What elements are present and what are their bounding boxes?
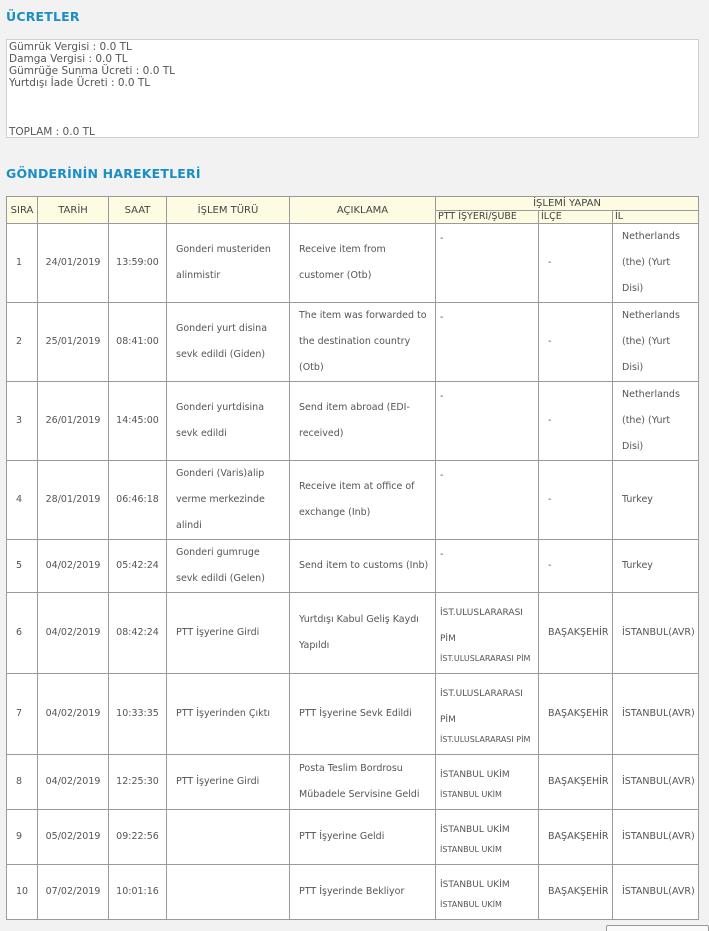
table-row	[7, 224, 699, 303]
table-row	[7, 540, 699, 593]
fee-stamp-tax: Damga Vergisi : 0.0 TL	[9, 53, 128, 65]
cell-sira: 4	[7, 461, 38, 540]
facility-subname: İSTANBUL UKİM	[440, 845, 502, 854]
facility-subname: İST.ULUSLARARASI PİM	[440, 654, 531, 663]
cell-ilce: -	[539, 303, 613, 382]
cell-tarih: 05/02/2019	[38, 810, 109, 865]
cell-tarih: 04/02/2019	[38, 540, 109, 593]
facility-name: -	[440, 549, 444, 560]
cell-tarih: 24/01/2019	[38, 224, 109, 303]
fee-customs-presentation: Gümrüğe Sunma Ücreti : 0.0 TL	[9, 65, 175, 77]
cell-saat: 06:46:18	[109, 461, 167, 540]
cell-ilce: -	[539, 224, 613, 303]
cell-saat: 05:42:24	[109, 540, 167, 593]
cell-aciklama: PTT İşyerinde Bekliyor	[290, 865, 436, 920]
fees-box	[6, 39, 699, 138]
cell-ptt-facility	[436, 303, 539, 382]
cell-islem-turu: Gonderi (Varis)alip verme merkezinde alindi	[167, 461, 290, 540]
cell-aciklama: Send item to customs (Inb)	[290, 540, 436, 593]
cell-ptt-facility	[436, 674, 539, 755]
table-row	[7, 461, 699, 540]
facility-subname: İSTANBUL UKİM	[440, 900, 502, 909]
bottom-button[interactable]	[606, 925, 709, 931]
cell-il: Turkey	[613, 461, 699, 540]
table-row	[7, 674, 699, 755]
cell-aciklama: The item was forwarded to the destination country (Otb)	[290, 303, 436, 382]
cell-aciklama: Posta Teslim Bordrosu Mübadele Servisine Geldi	[290, 755, 436, 810]
cell-saat: 09:22:56	[109, 810, 167, 865]
table-row	[7, 303, 699, 382]
col-header-islemi-yapan: İŞLEMİ YAPAN	[436, 197, 699, 211]
cell-saat: 12:25:30	[109, 755, 167, 810]
cell-aciklama: Receive item at office of exchange (Inb)	[290, 461, 436, 540]
facility-name: İSTANBUL UKİM	[440, 770, 510, 780]
cell-sira: 9	[7, 810, 38, 865]
cell-saat: 14:45:00	[109, 382, 167, 461]
cell-sira: 3	[7, 382, 38, 461]
cell-ptt-facility	[436, 224, 539, 303]
cell-islem-turu: PTT İşyerine Girdi	[167, 593, 290, 674]
cell-ptt-facility	[436, 810, 539, 865]
cell-ilce: -	[539, 461, 613, 540]
cell-ilce: BAŞAKŞEHİR	[539, 865, 613, 920]
cell-tarih: 25/01/2019	[38, 303, 109, 382]
cell-sira: 1	[7, 224, 38, 303]
table-row	[7, 593, 699, 674]
cell-tarih: 28/01/2019	[38, 461, 109, 540]
cell-il: İSTANBUL(AVR)	[613, 674, 699, 755]
cell-saat: 13:59:00	[109, 224, 167, 303]
movements-table	[6, 196, 699, 920]
col-header-il: İL	[613, 210, 699, 224]
cell-ilce: -	[539, 382, 613, 461]
cell-saat: 10:33:35	[109, 674, 167, 755]
cell-sira: 8	[7, 755, 38, 810]
cell-il: İSTANBUL(AVR)	[613, 593, 699, 674]
facility-name: -	[440, 391, 444, 402]
cell-islem-turu: Gonderi yurt disina sevk edildi (Giden)	[167, 303, 290, 382]
fees-total: TOPLAM : 0.0 TL	[9, 126, 95, 138]
cell-sira: 2	[7, 303, 38, 382]
cell-tarih: 04/02/2019	[38, 755, 109, 810]
table-row	[7, 382, 699, 461]
col-header-aciklama: AÇIKLAMA	[290, 197, 436, 224]
table-row	[7, 865, 699, 920]
cell-aciklama: Receive item from customer (Otb)	[290, 224, 436, 303]
cell-islem-turu	[167, 865, 290, 920]
cell-sira: 6	[7, 593, 38, 674]
cell-tarih: 04/02/2019	[38, 674, 109, 755]
cell-sira: 7	[7, 674, 38, 755]
cell-il: Netherlands (the) (Yurt Disi)	[613, 382, 699, 461]
cell-il: Netherlands (the) (Yurt Disi)	[613, 303, 699, 382]
cell-il: İSTANBUL(AVR)	[613, 865, 699, 920]
col-header-saat: SAAT	[109, 197, 167, 224]
facility-name: -	[440, 233, 444, 244]
cell-ilce: -	[539, 540, 613, 593]
cell-ptt-facility	[436, 461, 539, 540]
cell-aciklama: PTT İşyerine Sevk Edildi	[290, 674, 436, 755]
cell-saat: 08:41:00	[109, 303, 167, 382]
table-row	[7, 810, 699, 865]
fees-title: ÜCRETLER	[6, 9, 80, 24]
facility-name: İSTANBUL UKİM	[440, 825, 510, 835]
cell-aciklama: PTT İşyerine Geldi	[290, 810, 436, 865]
facility-name: İST.ULUSLARARASI PİM	[440, 689, 523, 725]
cell-ilce: BAŞAKŞEHİR	[539, 593, 613, 674]
cell-ilce: BAŞAKŞEHİR	[539, 674, 613, 755]
fee-customs-tax: Gümrük Vergisi : 0.0 TL	[9, 41, 132, 53]
cell-sira: 10	[7, 865, 38, 920]
facility-name: İSTANBUL UKİM	[440, 880, 510, 890]
cell-tarih: 26/01/2019	[38, 382, 109, 461]
cell-saat: 10:01:16	[109, 865, 167, 920]
cell-ptt-facility	[436, 593, 539, 674]
facility-name: -	[440, 470, 444, 481]
cell-ptt-facility	[436, 540, 539, 593]
cell-islem-turu: Gonderi gumruge sevk edildi (Gelen)	[167, 540, 290, 593]
cell-islem-turu: Gonderi yurtdisina sevk edildi	[167, 382, 290, 461]
cell-ptt-facility	[436, 865, 539, 920]
col-header-sira: SIRA	[7, 197, 38, 224]
facility-name: -	[440, 312, 444, 323]
cell-islem-turu: PTT İşyerinden Çıktı	[167, 674, 290, 755]
col-header-islem-turu: İŞLEM TÜRÜ	[167, 197, 290, 224]
cell-ptt-facility	[436, 755, 539, 810]
cell-aciklama: Send item abroad (EDI-received)	[290, 382, 436, 461]
cell-il: Netherlands (the) (Yurt Disi)	[613, 224, 699, 303]
cell-sira: 5	[7, 540, 38, 593]
cell-islem-turu: Gonderi musteriden alinmistir	[167, 224, 290, 303]
cell-il: Turkey	[613, 540, 699, 593]
fee-return-abroad: Yurtdışı İade Ücreti : 0.0 TL	[9, 77, 151, 89]
cell-tarih: 07/02/2019	[38, 865, 109, 920]
cell-islem-turu	[167, 810, 290, 865]
cell-islem-turu: PTT İşyerine Girdi	[167, 755, 290, 810]
col-header-ilce: İLÇE	[539, 210, 613, 224]
facility-subname: İSTANBUL UKİM	[440, 790, 502, 799]
cell-ilce: BAŞAKŞEHİR	[539, 810, 613, 865]
cell-tarih: 04/02/2019	[38, 593, 109, 674]
cell-ilce: BAŞAKŞEHİR	[539, 755, 613, 810]
facility-name: İST.ULUSLARARASI PİM	[440, 608, 523, 644]
table-row	[7, 755, 699, 810]
cell-il: İSTANBUL(AVR)	[613, 755, 699, 810]
cell-saat: 08:42:24	[109, 593, 167, 674]
facility-subname: İST.ULUSLARARASI PİM	[440, 735, 531, 744]
col-header-tarih: TARİH	[38, 197, 109, 224]
movements-title: GÖNDERİNİN HAREKETLERİ	[6, 166, 201, 181]
cell-aciklama: Yurtdışı Kabul Geliş Kaydı Yapıldı	[290, 593, 436, 674]
col-header-ptt: PTT İŞYERİ/ŞUBE	[436, 210, 539, 224]
cell-ptt-facility	[436, 382, 539, 461]
cell-il: İSTANBUL(AVR)	[613, 810, 699, 865]
